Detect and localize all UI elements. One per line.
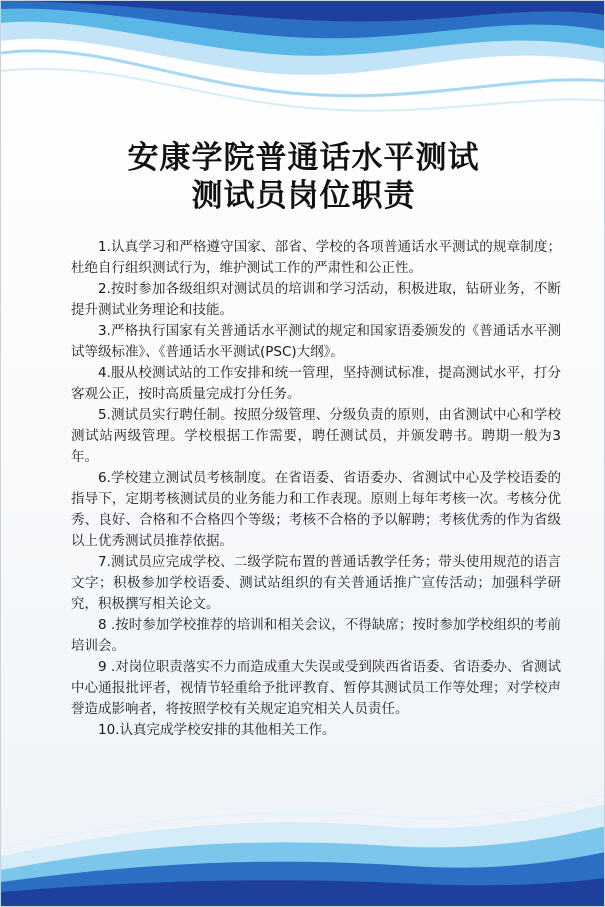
duty-clause-2: 2.按时参加各级组织对测试员的培训和学习活动，积极进取，钻研业务，不断提升测试业务理论和技能。: [71, 281, 561, 318]
duty-clause-1: 1.认真学习和严格遵守国家、部省、学校的各项普通话水平测试的规章制度；杜绝自行组织测试行为，维护测试工作的严肃性和公正性。: [71, 239, 561, 276]
poster-title: [1, 139, 605, 215]
duties-list: [71, 237, 561, 741]
duty-clause-6: 6.学校建立测试员考核制度。在省语委、省语委办、省测试中心及学校语委的指导下，定期考核测试员的业务能力和工作表现。原则上每年考核一次。考核分优秀、良好、合格和不合格四个等级；考核不合格的予以解聘；考核优秀的作为省级以上优秀测试员推荐依据。: [71, 470, 561, 549]
duty-clause-10: 10.认真完成学校安排的其他相关工作。: [98, 722, 336, 738]
bottom-wave-decoration: [1, 786, 605, 906]
duty-clause-7: 7.测试员应完成学校、二级学院布置的普通话教学任务；带头使用规范的语言文字；积极参加学校语委、测试站组织的有关普通话推广宣传活动；加强科学研究，积极撰写相关论文。: [71, 554, 561, 612]
duty-clause-4: 4.服从校测试站的工作安排和统一管理，坚持测试标准，提高测试水平，打分客观公正，按时高质量完成打分任务。: [71, 365, 561, 402]
duty-clause-9: 9 .对岗位职责落实不力而造成重大失误或受到陕西省语委、省语委办、省测试中心通报批评者，视情节轻重给予批评教育、暂停其测试员工作等处理；对学校声誉造成影响者，将按照学校有关规定追究相关人员责任。: [71, 659, 561, 717]
duty-clause-3: 3.严格执行国家有关普通话水平测试的规定和国家语委颁发的《普通话水平测试等级标准》、《普通话水平测试(PSC)大纲》。: [71, 323, 561, 360]
title-line-1: 安康学院普通话水平测试: [127, 140, 480, 176]
duty-clause-8: 8 .按时参加学校推荐的培训和相关会议，不得缺席；按时参加学校组织的考前培训会。: [71, 617, 561, 654]
duty-clause-5: 5.测试员实行聘任制。按照分级管理、分级负责的原则，由省测试中心和学校测试站两级管理。学校根据工作需要，聘任测试员，并颁发聘书。聘期一般为3年。: [71, 407, 561, 465]
title-line-2: 测试员岗位职责: [191, 178, 416, 214]
top-wave-decoration: [1, 1, 605, 141]
